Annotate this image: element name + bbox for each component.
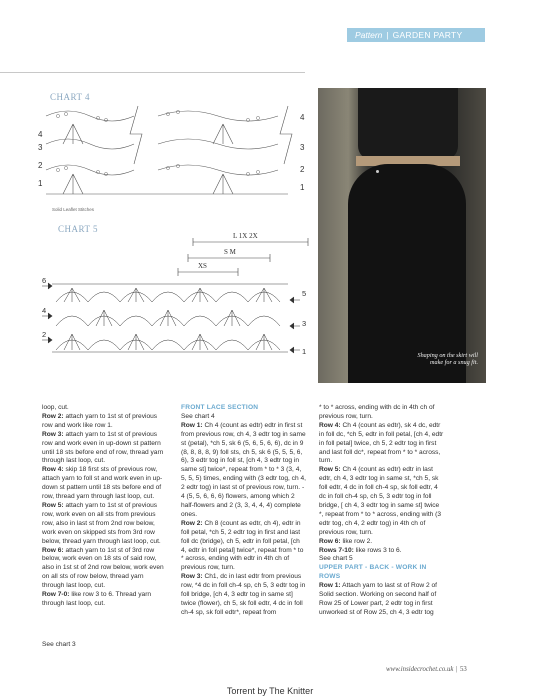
chart5-label-sm: S M [224,248,236,256]
chart5-label-xs: XS [198,262,207,270]
chart4-chain-row-3a [46,139,134,149]
chart4-note: Solid Leaflet Stitches [52,207,95,212]
col1-para: Row 7-0: like row 3 to 6. Thread yarn through last loop, cut. [42,591,152,607]
chart4-chain-row-4a [46,111,134,121]
chart4-row-left-4: 4 [38,130,43,139]
text-column-3 [319,404,444,618]
col3-para: Row 5: Ch 4 (count as edtr) edtr in last edtr, ch 4, 3 edtr tog in same st, *ch 5, sk foll edtr, 4 dc in foll ch-4 sp, sk foll edtr, 4 dc in foll ch-4 sp, ch 5, 3 edtr tog in foll bridge, [ ch 4, 3 edtr tog in same st] twice *, repeat from * to * across, ending with (3 edtr tog, ch 4, 2 edtr tog) in 4th ch of previous row, turn. [319,466,442,536]
text-column-1 [42,404,167,609]
see-chart-3: See chart 3 [42,641,76,648]
chart5-row-left-4: 4 [42,306,47,315]
upper-part-heading: UPPER PART - BACK - WORK IN ROWS [319,564,427,581]
col3-para: Row 1: Attach yarn to last st of Row 2 of Solid section. Working on second half of Row 25 of Lower part, 2 edtr tog in first unworked st of Row 25, ch 4, 3 edtr tog [319,582,438,616]
chart4-row-right-3: 3 [300,143,305,152]
chart5-row-right-3: 3 [302,319,307,328]
watermark-text: Torrent by The Knitter [226,686,314,696]
header-separator: | [386,30,389,40]
chart4-break-mark [130,106,142,164]
header-rule [0,72,305,73]
chart5-row-right-1: 1 [302,347,307,356]
col2-para: Row 2: Ch 8 (count as edtr, ch 4), edtr in foll petal, *ch 5, 2 edtr tog in first and last foll dc (bridge), ch 5, edtr in foll petal, [ch 4, edtr in foll petal] twice*, repeat from * to * across, ending with edtr in 4th ch of previous row, turn. [181,519,304,572]
section-header [347,28,485,42]
chart4-chain-row-2a [46,165,134,175]
col1-para: loop, cut. [42,404,69,411]
chart5-label-l: L 1X 2X [233,232,258,240]
col3-para: * to * across, ending with dc in 4th ch of previous row, turn. [319,404,435,420]
chart4-chain-row-3b [158,139,278,149]
chart4-diagram [38,104,310,214]
col3-para: Rows 7-10: like rows 3 to 6. [319,546,402,554]
chart4-row-right-2: 2 [300,165,305,174]
top-garment-shape [358,88,458,160]
chart4-row-left-2: 2 [38,161,43,170]
col1-para: Row 2: attach yarn to 1st st of previous row and work like row 1. [42,412,158,429]
chart5-row-left-6: 6 [42,276,47,285]
chart4-row-right-1: 1 [300,183,305,192]
see-chart-5: See chart 5 [319,555,353,563]
col2-para: Row 1: Ch 4 (count as edtr) edtr in first st from previous row, ch 4, 3 edtr tog in same st (petal), *ch 5, sk 6 (5, 6, 5, 6, 6), dc in 9 (8, 8, 8, 8, 9) foll sts, ch 5, sk 6 (5, 5, 5, 6, 6), 3 edtr tog in foll st, [ch 4, 3 edtr tog in same st] twice*, repeat from * to * 3 (3, 4, 5, 5, 5) times, ending with (3 edtr tog, ch 4, 2 edtr tog) in last st of previous row, turn. - 4 (5, 5, 6, 6, 6) flowers, among which 2 half-flowers and 2 (3, 3, 4, 4, 4) complete ones. [181,421,306,518]
chart5-fan-rows [56,288,280,350]
chart4-row-left-3: 3 [38,143,43,152]
section-title: GARDEN PARTY [392,30,463,40]
chart5-row-right-5: 5 [302,289,307,298]
chart4-row-left-1: 1 [38,179,43,188]
chart5-title: CHART 5 [58,224,99,234]
col1-para: Row 4: skip 18 first sts of previous row, attach yarn to foll st and work even in up-down st pattern until 18 sts before end of row, thread yarn through last loop, cut. [42,466,163,501]
button-detail-icon [376,170,379,173]
chart4-chain-row-2b [158,165,278,175]
chart4-row-right-4: 4 [300,113,305,122]
see-chart-4: See chart 4 [181,412,215,420]
chart4-title: CHART 4 [50,92,91,102]
skirt-shape [348,164,466,383]
skirt-photo [318,88,486,383]
front-lace-heading: FRONT LACE SECTION [181,404,259,411]
col1-para: Row 3: attach yarn to 1st st of previous row and work even in up-down st pattern until 18 sts before end of row, thread yarn through last loop, cut. [42,430,164,465]
col2-para: Row 3: Ch1, dc in last edtr from previous row, *4 dc in foll ch-4 sp, ch 5, 3 edtr tog in foll bridge, [ch 4, 3 edtr tog in same st] twice (flower), ch 5, sk foll edtr, 4 dc in foll ch-4 sp, sk foll edtr*, repeat from [181,573,306,616]
col3-para: Row 6: like row 2. [319,537,373,545]
col3-para: Row 4: Ch 4 (count as edtr), sk 4 dc, edtr in foll dc, *ch 5, edtr in foll petal, [ch 4, edtr in foll petal] twice, ch 5, 2 edtr tog in first and last foll dc*, repeat from * to * across, turn. [319,421,444,465]
website-url: www.insidecrochet.co.uk [386,666,454,673]
chart5-diagram [38,228,310,368]
photo-caption: Shaping on the skirt will make for a snug fit. [417,351,478,367]
footer-separator: | [455,666,457,673]
page-number: 53 [459,666,467,673]
text-column-2 [181,404,306,618]
page-footer [386,666,467,673]
chart5-row-left-2: 2 [42,330,47,339]
chart4-chain-row-4b [158,111,278,121]
col1-para: Row 6: attach yarn to 1st st of 3rd row below, work even on 18 sts of said row, also in 1st st of 2nd row below, work even on all sts of row below, thread yarn through last loop, cut. [42,546,164,590]
col1-para: Row 5: attach yarn to 1st st of previous row, work even on all sts from previous row, also in last st from 2nd row below, work even on skipped sts from 3rd row below, thread yarn through last loop, cut. [42,501,161,545]
pattern-label: Pattern [355,30,383,40]
